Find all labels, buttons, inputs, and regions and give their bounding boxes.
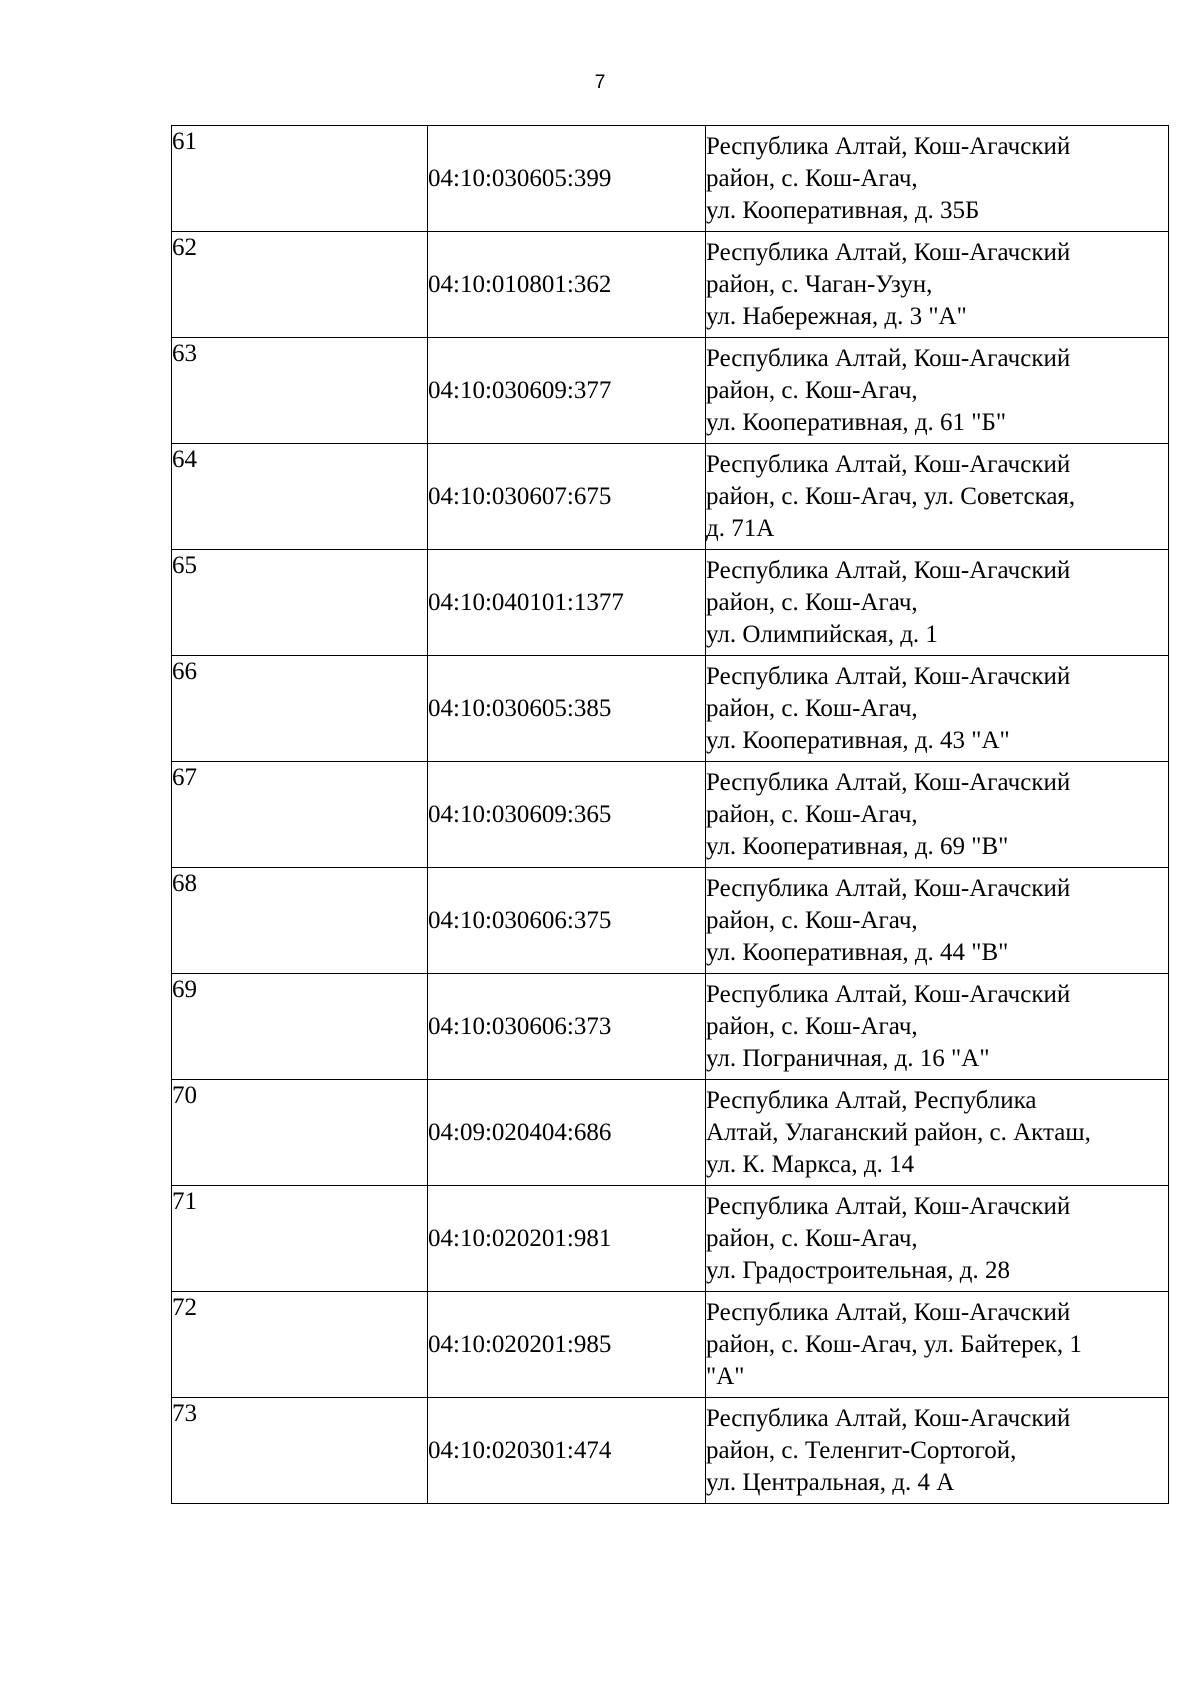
address-line: ул. Градостроительная, д. 28 xyxy=(706,1256,1010,1284)
cadastral-number: 04:10:020301:474 xyxy=(428,1398,706,1504)
address-line: д. 71А xyxy=(706,514,775,542)
address-line: район, с. Кош-Агач, xyxy=(706,1224,918,1252)
address-cell xyxy=(706,444,1169,550)
cadastral-number: 04:10:010801:362 xyxy=(428,232,706,338)
row-number: 70 xyxy=(172,1080,428,1186)
address-cell xyxy=(706,1186,1169,1292)
row-number: 73 xyxy=(172,1398,428,1504)
cadastral-number: 04:10:040101:1377 xyxy=(428,550,706,656)
table-row xyxy=(172,126,1169,232)
page-number: 7 xyxy=(594,72,606,93)
row-number: 67 xyxy=(172,762,428,868)
row-number: 69 xyxy=(172,974,428,1080)
address-line: район, с. Теленгит-Сортогой, xyxy=(706,1436,1017,1464)
row-number: 63 xyxy=(172,338,428,444)
address-line: район, с. Кош-Агач, xyxy=(706,376,918,404)
table-row xyxy=(172,1080,1169,1186)
address-line: ул. Кооперативная, д. 35Б xyxy=(706,196,980,224)
table-row xyxy=(172,444,1169,550)
row-number: 72 xyxy=(172,1292,428,1398)
address-line: Республика Алтай, Кош-Агачский xyxy=(706,344,1071,372)
address-line: Республика Алтай, Кош-Агачский xyxy=(706,1298,1071,1326)
address-line: ул. Кооперативная, д. 61 "Б" xyxy=(706,408,1007,436)
cadastral-number: 04:09:020404:686 xyxy=(428,1080,706,1186)
address-line: Республика Алтай, Кош-Агачский xyxy=(706,662,1071,690)
address-line: ул. Кооперативная, д. 43 "А" xyxy=(706,726,1010,754)
address-line: Алтай, Улаганский район, с. Акташ, xyxy=(706,1118,1091,1146)
cadastral-number: 04:10:020201:981 xyxy=(428,1186,706,1292)
cadastral-number: 04:10:020201:985 xyxy=(428,1292,706,1398)
address-cell xyxy=(706,338,1169,444)
address-line: ул. Набережная, д. 3 "А" xyxy=(706,302,967,330)
address-cell xyxy=(706,1080,1169,1186)
address-line: ул. Кооперативная, д. 69 "В" xyxy=(706,832,1009,860)
address-line: район, с. Кош-Агач, xyxy=(706,164,918,192)
address-line: ул. Пограничная, д. 16 "А" xyxy=(706,1044,990,1072)
row-number: 65 xyxy=(172,550,428,656)
table-row xyxy=(172,232,1169,338)
cadastral-number: 04:10:030605:385 xyxy=(428,656,706,762)
address-cell xyxy=(706,1292,1169,1398)
cadastral-number: 04:10:030606:375 xyxy=(428,868,706,974)
row-number: 66 xyxy=(172,656,428,762)
address-cell xyxy=(706,550,1169,656)
address-line: Республика Алтай, Республика xyxy=(706,1086,1037,1114)
address-cell xyxy=(706,762,1169,868)
table-row xyxy=(172,1398,1169,1504)
address-line: район, с. Чаган-Узун, xyxy=(706,270,933,298)
address-line: район, с. Кош-Агач, ул. Советская, xyxy=(706,482,1076,510)
address-line: "А" xyxy=(706,1362,745,1390)
address-cell xyxy=(706,656,1169,762)
address-line: Республика Алтай, Кош-Агачский xyxy=(706,874,1071,902)
row-number: 68 xyxy=(172,868,428,974)
address-line: ул. Кооперативная, д. 44 "В" xyxy=(706,938,1009,966)
address-cell xyxy=(706,1398,1169,1504)
address-cell xyxy=(706,974,1169,1080)
address-line: район, с. Кош-Агач, xyxy=(706,800,918,828)
address-line: ул. Центральная, д. 4 А xyxy=(706,1468,955,1496)
table-row xyxy=(172,762,1169,868)
table-row xyxy=(172,1292,1169,1398)
table-row xyxy=(172,1186,1169,1292)
address-line: Республика Алтай, Кош-Агачский xyxy=(706,980,1071,1008)
address-line: Республика Алтай, Кош-Агачский xyxy=(706,768,1071,796)
address-cell xyxy=(706,232,1169,338)
row-number: 62 xyxy=(172,232,428,338)
address-line: район, с. Кош-Агач, ул. Байтерек, 1 xyxy=(706,1330,1082,1358)
table-row xyxy=(172,974,1169,1080)
table-row xyxy=(172,656,1169,762)
address-line: Республика Алтай, Кош-Агачский xyxy=(706,556,1071,584)
address-line: район, с. Кош-Агач, xyxy=(706,588,918,616)
address-line: ул. К. Маркса, д. 14 xyxy=(706,1150,915,1178)
address-line: ул. Олимпийская, д. 1 xyxy=(706,620,938,648)
table-row xyxy=(172,868,1169,974)
property-table-body xyxy=(172,126,1169,1504)
property-table xyxy=(171,125,1169,1504)
address-line: район, с. Кош-Агач, xyxy=(706,1012,918,1040)
row-number: 61 xyxy=(172,126,428,232)
address-line: район, с. Кош-Агач, xyxy=(706,694,918,722)
address-line: Республика Алтай, Кош-Агачский xyxy=(706,238,1071,266)
table-row xyxy=(172,550,1169,656)
address-line: Республика Алтай, Кош-Агачский xyxy=(706,1192,1071,1220)
cadastral-number: 04:10:030607:675 xyxy=(428,444,706,550)
address-cell xyxy=(706,868,1169,974)
cadastral-number: 04:10:030609:377 xyxy=(428,338,706,444)
row-number: 71 xyxy=(172,1186,428,1292)
cadastral-number: 04:10:030605:399 xyxy=(428,126,706,232)
address-line: Республика Алтай, Кош-Агачский xyxy=(706,1404,1071,1432)
address-cell xyxy=(706,126,1169,232)
cadastral-number: 04:10:030606:373 xyxy=(428,974,706,1080)
row-number: 64 xyxy=(172,444,428,550)
table-row xyxy=(172,338,1169,444)
address-line: Республика Алтай, Кош-Агачский xyxy=(706,450,1071,478)
cadastral-number: 04:10:030609:365 xyxy=(428,762,706,868)
address-line: Республика Алтай, Кош-Агачский xyxy=(706,132,1071,160)
address-line: район, с. Кош-Агач, xyxy=(706,906,918,934)
